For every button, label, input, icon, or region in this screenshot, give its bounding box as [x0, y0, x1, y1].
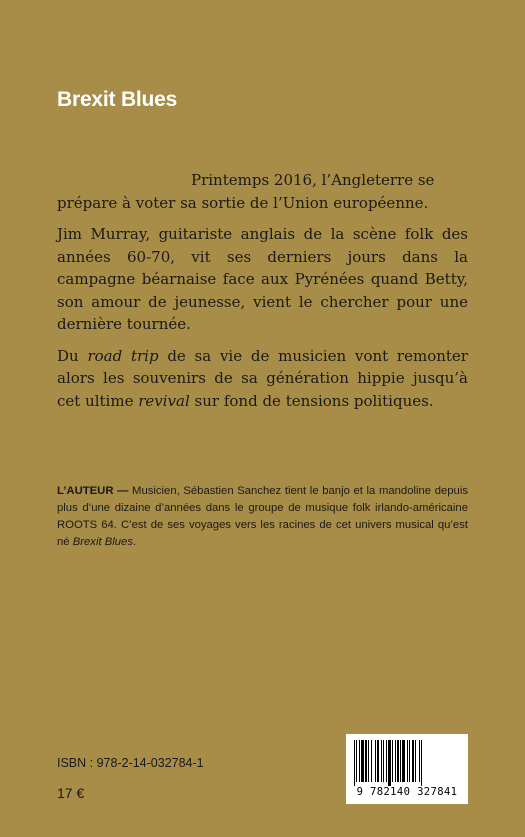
barcode-bar: [419, 740, 420, 782]
barcode-bar: [402, 740, 405, 782]
blurb-italic-revival: revival: [138, 391, 190, 410]
barcode-bar: [375, 740, 376, 782]
isbn: ISBN : 978-2-14-032784-1: [57, 756, 204, 770]
barcode-bar: [400, 740, 401, 782]
barcode-digits: 9 782140 327841: [356, 786, 458, 798]
barcode-bar: [409, 740, 410, 782]
blurb-paragraph-2: Jim Murray, guitariste anglais de la scène folk des années 60-70, vit ses derniers jours dans la campagne béarnaise face aux Pyrénées quand Betty, son amour de jeunesse, vient le chercher pour une dernière tournée.: [57, 225, 468, 333]
barcode-bar: [361, 740, 364, 782]
blurb-text: sur fond de tensions politiques.: [189, 391, 434, 410]
barcode-bar: [392, 740, 393, 782]
author-bio: [57, 483, 468, 551]
blurb: [57, 169, 468, 421]
author-heading: L’AUTEUR —: [57, 485, 129, 497]
author-end: .: [133, 536, 137, 548]
barcode-bars: [352, 740, 462, 786]
barcode-bar: [386, 740, 387, 782]
barcode-bar: [359, 740, 360, 782]
barcode-bar: [381, 740, 382, 782]
blurb-paragraph-1: Printemps 2016, l’Angleterre se prépare à voter sa sortie de l’Union européenne.: [57, 171, 435, 212]
barcode-bar: [383, 740, 384, 782]
book-title: Brexit Blues: [57, 88, 178, 111]
price: 17 €: [57, 785, 85, 801]
barcode-bar: [365, 740, 367, 782]
author-book-title: Brexit Blues: [72, 536, 133, 548]
blurb-text: de sa vie de musicien vont remonter alors les souvenirs de sa génération hippie jusqu’à cet ultime: [57, 346, 468, 410]
blurb-text: Du: [57, 346, 88, 365]
barcode-bar: [415, 740, 416, 782]
barcode-bar: [371, 740, 372, 782]
author-text: Musicien, Sébastien Sanchez tient le banjo et la mandoline depuis plus d’une dizaine d’années dans le groupe de musique folk irlando-américaine ROOTS 64. C’est de ses voyages vers les racines de cet univers musical qu’est né: [57, 485, 468, 548]
barcode-bar: [356, 740, 357, 782]
barcode-bar: [368, 740, 369, 782]
blurb-italic-road-trip: road trip: [87, 346, 159, 365]
barcode-bar: [407, 740, 408, 782]
barcode-bar: [388, 740, 391, 786]
barcode: [346, 734, 468, 804]
barcode-bar: [377, 740, 379, 782]
barcode-bar: [395, 740, 396, 782]
blurb-paragraph-3: [57, 345, 468, 413]
barcode-bar: [397, 740, 399, 782]
barcode-bar: [412, 740, 414, 782]
barcode-bar: [354, 740, 355, 786]
barcode-bar: [421, 740, 422, 786]
